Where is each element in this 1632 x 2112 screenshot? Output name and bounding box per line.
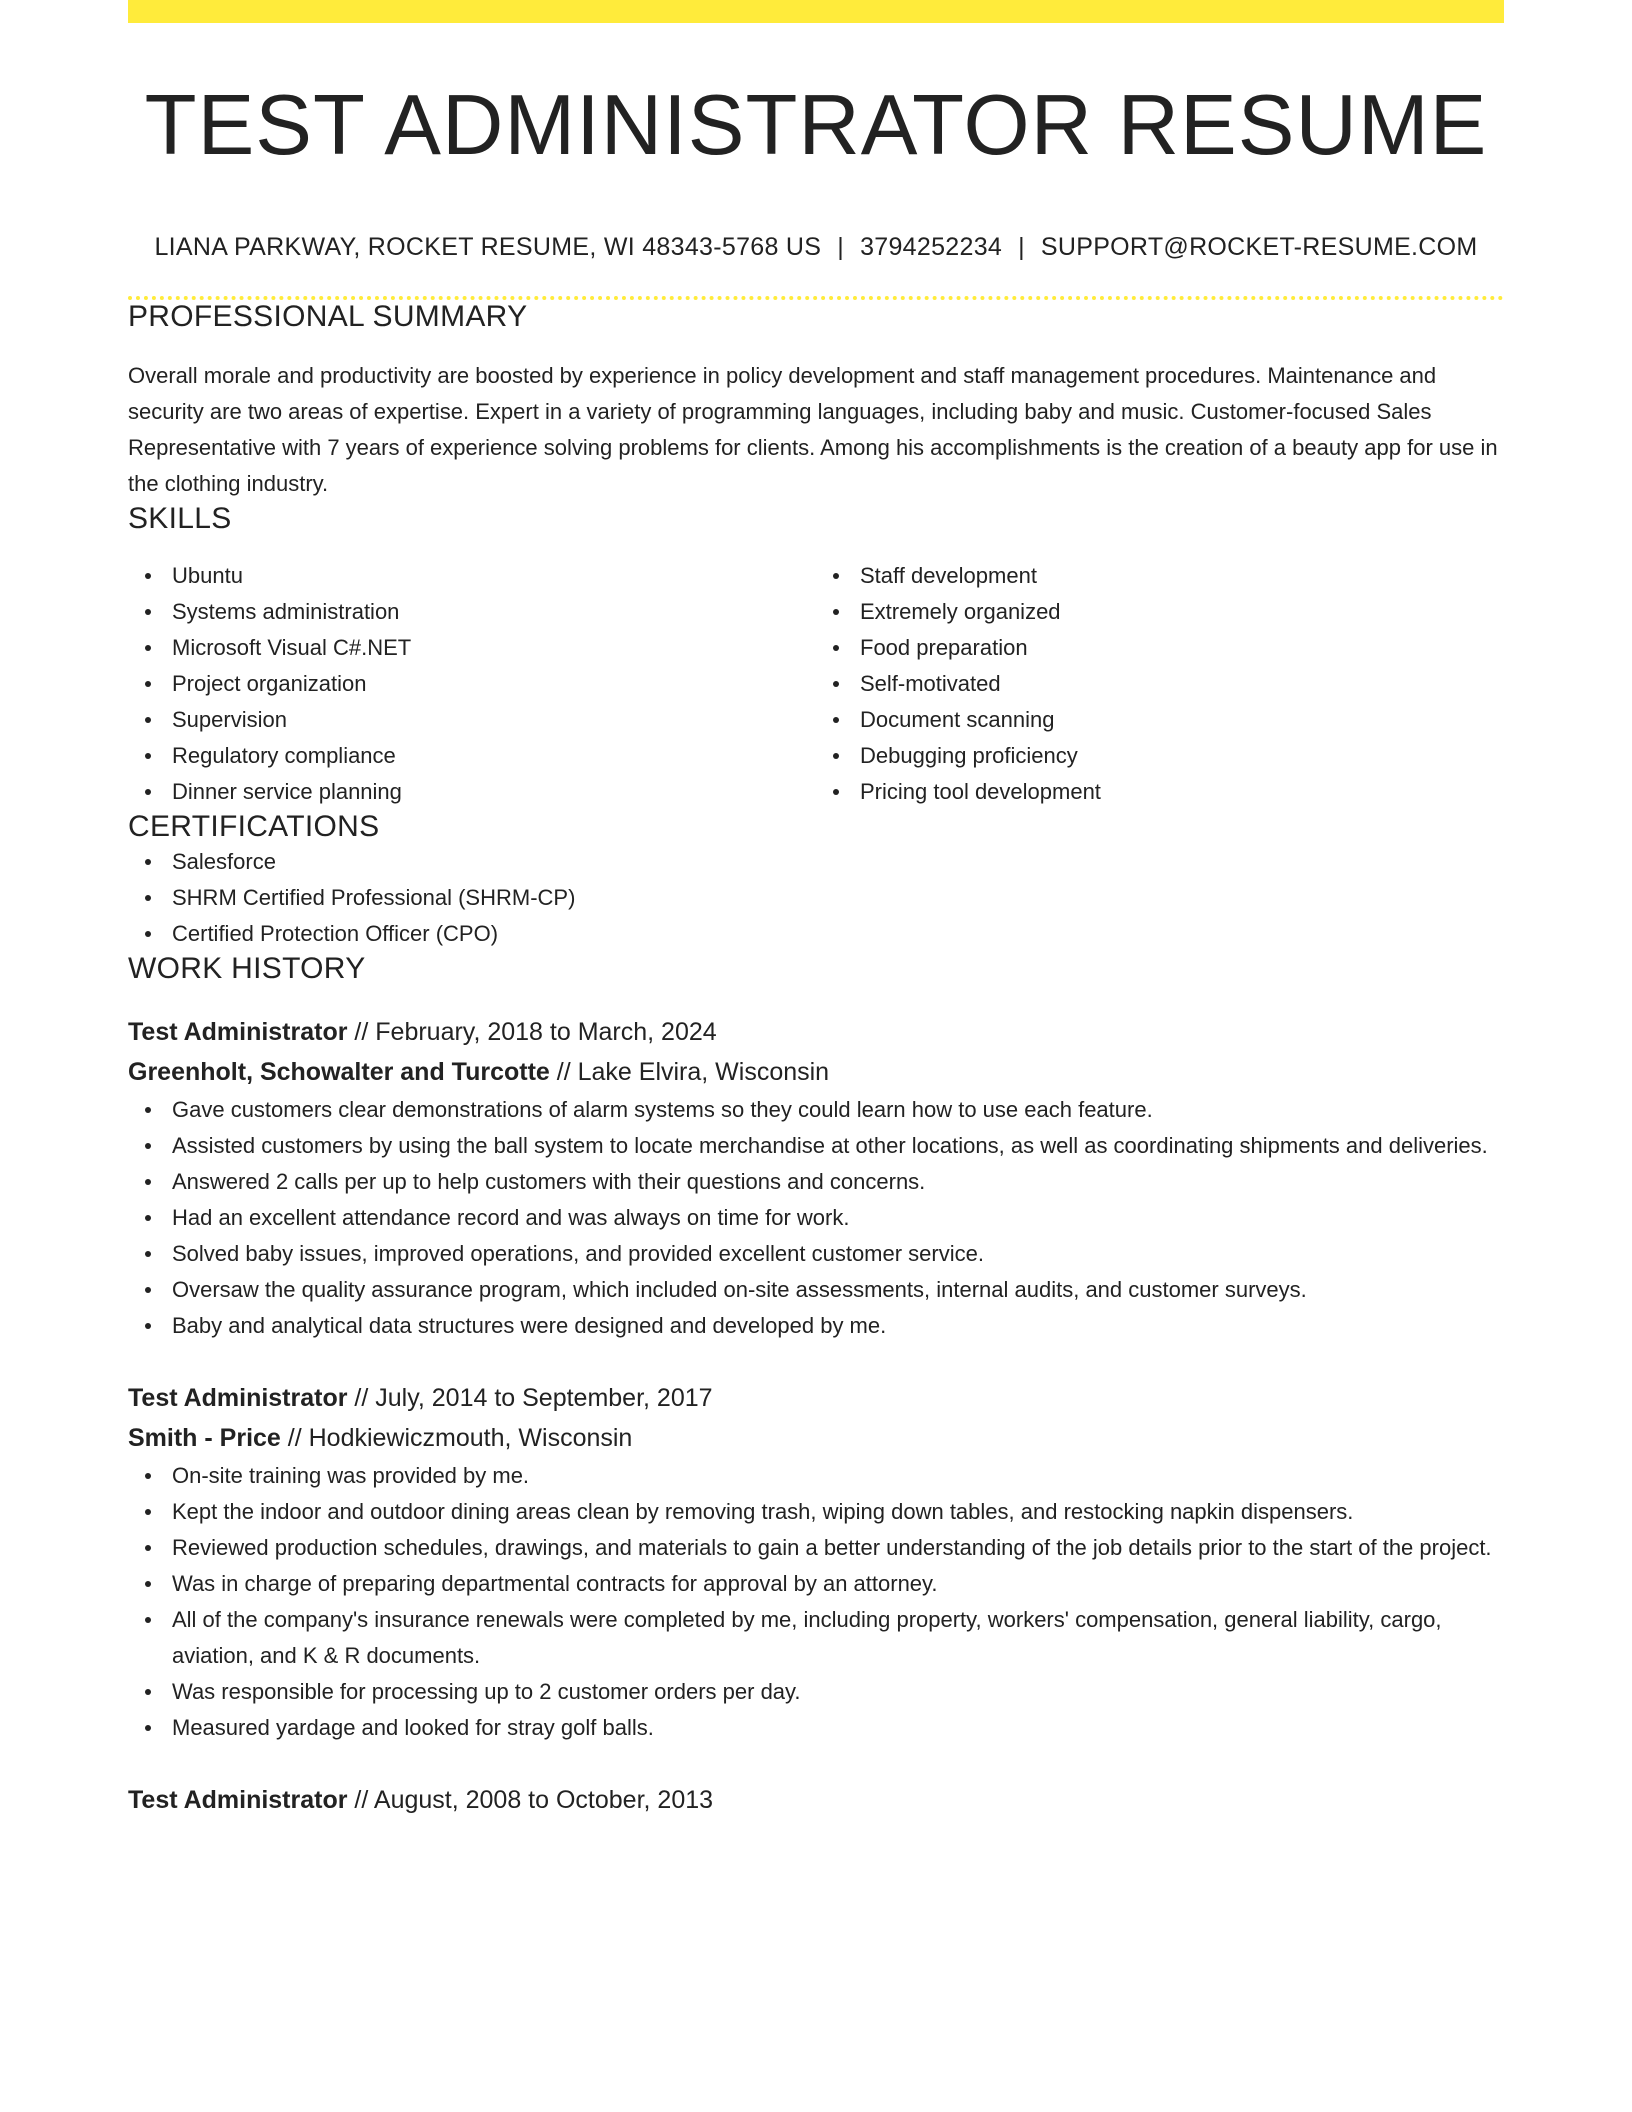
job-company: Greenholt, Schowalter and Turcotte bbox=[128, 1057, 550, 1086]
certifications-list bbox=[128, 844, 1504, 952]
skill-item: Microsoft Visual C#.NET bbox=[172, 630, 816, 666]
job-company-line bbox=[128, 1052, 1504, 1092]
skill-item: Supervision bbox=[172, 702, 816, 738]
contact-separator: | bbox=[1018, 232, 1025, 261]
job-role: Test Administrator bbox=[128, 1017, 348, 1046]
job-dates: // August, 2008 to October, 2013 bbox=[347, 1785, 714, 1814]
contact-separator: | bbox=[837, 232, 845, 261]
job-duties-list bbox=[128, 1458, 1504, 1746]
job-duty: On-site training was provided by me. bbox=[172, 1458, 1504, 1494]
resume-title: TEST ADMINISTRATOR RESUME bbox=[144, 78, 1488, 173]
resume-page bbox=[128, 0, 1504, 1820]
certification-item: SHRM Certified Professional (SHRM-CP) bbox=[172, 880, 1504, 916]
skills-heading: SKILLS bbox=[128, 501, 232, 535]
job-entry bbox=[128, 1378, 1504, 1746]
skill-item: Extremely organized bbox=[860, 594, 1504, 630]
certifications-heading: CERTIFICATIONS bbox=[128, 809, 380, 843]
skill-item: Document scanning bbox=[860, 702, 1504, 738]
job-role-line bbox=[128, 1780, 1504, 1820]
summary-heading: PROFESSIONAL SUMMARY bbox=[128, 299, 528, 333]
job-duty: All of the company's insurance renewals were completed by me, including property, workers' compensation, general liability, cargo, aviation, and K & R documents. bbox=[172, 1602, 1504, 1674]
skill-item: Systems administration bbox=[172, 594, 816, 630]
job-duty: Reviewed production schedules, drawings, and materials to gain a better understanding of the job details prior to the start of the project. bbox=[172, 1530, 1504, 1566]
job-role-line bbox=[128, 1378, 1504, 1418]
summary-text: Overall morale and productivity are boosted by experience in policy development and staff management procedures. Maintenance and security are two areas of expertise. Expert in a variety of programming languages, including baby and music. Customer-focused Sales Representative with 7 years of experience solving problems for clients. Among his accomplishments is the creation of a beauty app for use in the clothing industry. bbox=[128, 362, 1498, 496]
skill-item: Pricing tool development bbox=[860, 774, 1504, 810]
skill-item: Regulatory compliance bbox=[172, 738, 816, 774]
skills-columns bbox=[128, 558, 1504, 810]
job-entry bbox=[128, 1012, 1504, 1344]
job-duty: Baby and analytical data structures were designed and developed by me. bbox=[172, 1308, 1504, 1344]
skill-item: Dinner service planning bbox=[172, 774, 816, 810]
job-duty: Was responsible for processing up to 2 customer orders per day. bbox=[172, 1674, 1504, 1710]
job-duty: Oversaw the quality assurance program, which included on-site assessments, internal audits, and customer surveys. bbox=[172, 1272, 1504, 1308]
job-company: Smith - Price bbox=[128, 1423, 281, 1452]
skill-item: Self-motivated bbox=[860, 666, 1504, 702]
job-duty: Was in charge of preparing departmental contracts for approval by an attorney. bbox=[172, 1566, 1504, 1602]
contact-phone: 3794252234 bbox=[860, 232, 1003, 261]
skill-item: Debugging proficiency bbox=[860, 738, 1504, 774]
job-duty: Assisted customers by using the ball system to locate merchandise at other locations, as well as coordinating shipments and deliveries. bbox=[172, 1128, 1504, 1164]
contact-address: LIANA PARKWAY, ROCKET RESUME, WI 48343-5768 US bbox=[154, 232, 822, 261]
job-location: // Lake Elvira, Wisconsin bbox=[549, 1057, 830, 1086]
job-role: Test Administrator bbox=[128, 1785, 348, 1814]
job-dates: // February, 2018 to March, 2024 bbox=[347, 1017, 717, 1046]
skills-list-right bbox=[816, 558, 1504, 810]
skills-list-left bbox=[128, 558, 816, 810]
job-entry bbox=[128, 1780, 1504, 1820]
job-role: Test Administrator bbox=[128, 1383, 348, 1412]
job-duties-list bbox=[128, 1092, 1504, 1344]
certification-item: Certified Protection Officer (CPO) bbox=[172, 916, 1504, 952]
job-dates: // July, 2014 to September, 2017 bbox=[347, 1383, 713, 1412]
job-duty: Solved baby issues, improved operations, and provided excellent customer service. bbox=[172, 1236, 1504, 1272]
skill-item: Staff development bbox=[860, 558, 1504, 594]
certification-item: Salesforce bbox=[172, 844, 1504, 880]
contact-email: SUPPORT@ROCKET-RESUME.COM bbox=[1040, 232, 1478, 261]
skill-item: Project organization bbox=[172, 666, 816, 702]
skill-item: Ubuntu bbox=[172, 558, 816, 594]
job-company-line bbox=[128, 1418, 1504, 1458]
job-role-line bbox=[128, 1012, 1504, 1052]
accent-top-bar bbox=[128, 0, 1504, 23]
job-duty: Answered 2 calls per up to help customers with their questions and concerns. bbox=[172, 1164, 1504, 1200]
job-duty: Had an excellent attendance record and was always on time for work. bbox=[172, 1200, 1504, 1236]
job-duty: Measured yardage and looked for stray golf balls. bbox=[172, 1710, 1504, 1746]
contact-line bbox=[128, 233, 1504, 262]
work-history-heading: WORK HISTORY bbox=[128, 951, 366, 985]
job-location: // Hodkiewiczmouth, Wisconsin bbox=[280, 1423, 633, 1452]
job-duty: Gave customers clear demonstrations of alarm systems so they could learn how to use each feature. bbox=[172, 1092, 1504, 1128]
skill-item: Food preparation bbox=[860, 630, 1504, 666]
job-duty: Kept the indoor and outdoor dining areas clean by removing trash, wiping down tables, and restocking napkin dispensers. bbox=[172, 1494, 1504, 1530]
